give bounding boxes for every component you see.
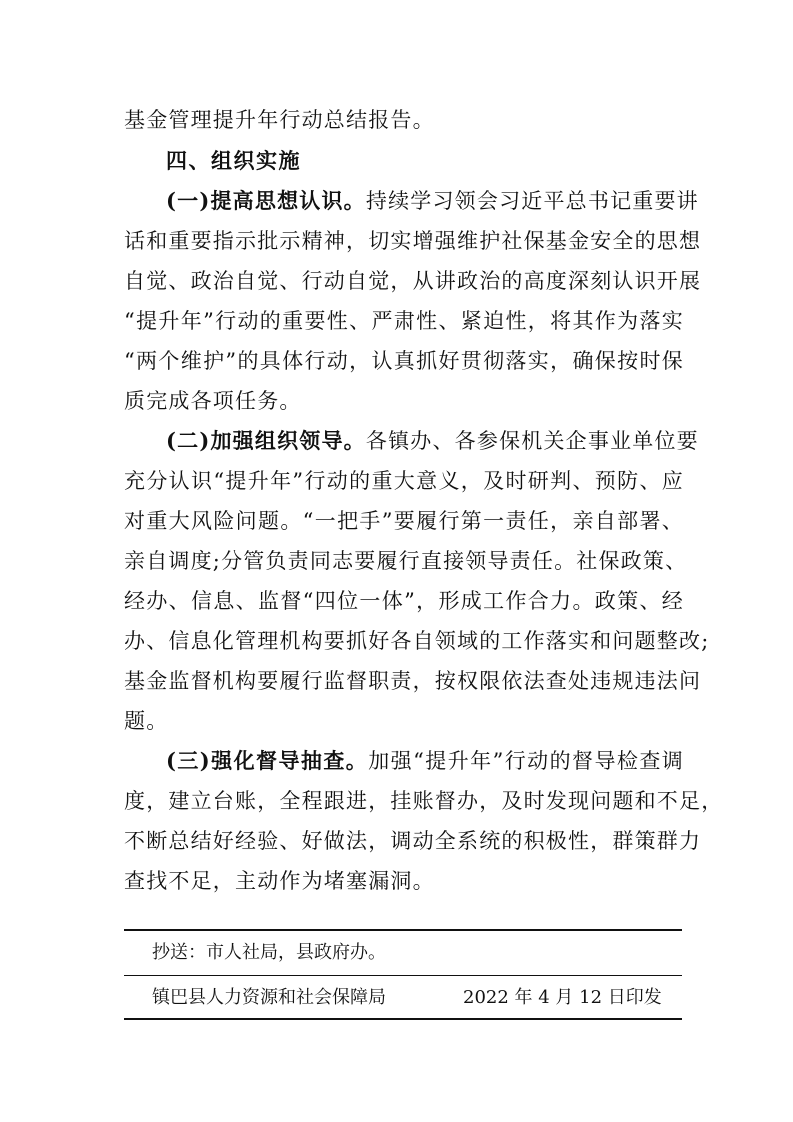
paragraph-2-title: (二)加强组织领导。	[166, 428, 366, 453]
footer-bottom-rule	[124, 1018, 682, 1020]
paragraph-2-first-line	[166, 426, 699, 456]
paragraph-1-title: (一)提高思想认识。	[166, 188, 366, 213]
body-line: 质完成各项任务。	[124, 389, 302, 413]
body-line: 基金监督机构要履行监督职责，按权限依法查处违规违法问	[124, 669, 702, 693]
footer-top-rule	[124, 929, 682, 931]
body-line: 度，建立台账，全程跟进，挂账督办，及时发现问题和不足，	[124, 789, 724, 813]
footer-middle-rule	[124, 975, 682, 976]
issuing-authority: 镇巴县人力资源和社会保障局	[152, 987, 386, 1008]
body-line: 话和重要指示批示精神，切实增强维护社保基金安全的思想	[124, 229, 702, 253]
body-line: 充分认识“提升年”行动的重大意义，及时研判、预防、应	[124, 469, 684, 493]
body-line: 对重大风险问题。“一把手”要履行第一责任，亲自部署、	[124, 509, 684, 533]
paragraph-1-first-line	[166, 186, 699, 216]
body-line: “两个维护”的具体行动，认真抓好贯彻落实，确保按时保	[124, 349, 684, 373]
body-line: 基金管理提升年行动总结报告。	[124, 108, 435, 132]
paragraph-3-first-line	[166, 746, 684, 776]
body-line: 题。	[124, 709, 169, 733]
section-heading: 四、组织实施	[166, 148, 301, 173]
body-line: “提升年”行动的重要性、严肃性、紧迫性，将其作为落实	[124, 309, 684, 333]
cc-line: 抄送：市人社局，县政府办。	[152, 942, 386, 963]
body-line: 查找不足，主动作为堵塞漏洞。	[124, 869, 435, 893]
body-line: 不断总结好经验、好做法，调动全系统的积极性，群策群力	[124, 829, 702, 853]
body-line: 经办、信息、监督“四位一体”，形成工作合力。政策、经	[124, 589, 684, 613]
paragraph-3-text: 加强“提升年”行动的督导检查调	[368, 749, 684, 773]
body-line: 亲自调度;分管负责同志要履行直接领导责任。社保政策、	[124, 549, 688, 573]
body-line: 办、信息化管理机构要抓好各自领域的工作落实和问题整改;	[124, 629, 710, 653]
paragraph-3-title: (三)强化督导抽查。	[166, 748, 369, 773]
paragraph-1-text: 持续学习领会习近平总书记重要讲	[365, 189, 699, 213]
issue-date: 2022 年 4 月 12 日印发	[463, 987, 662, 1008]
paragraph-2-text: 各镇办、各参保机关企事业单位要	[365, 429, 699, 453]
body-line: 自觉、政治自觉、行动自觉，从讲政治的高度深刻认识开展	[124, 269, 702, 293]
